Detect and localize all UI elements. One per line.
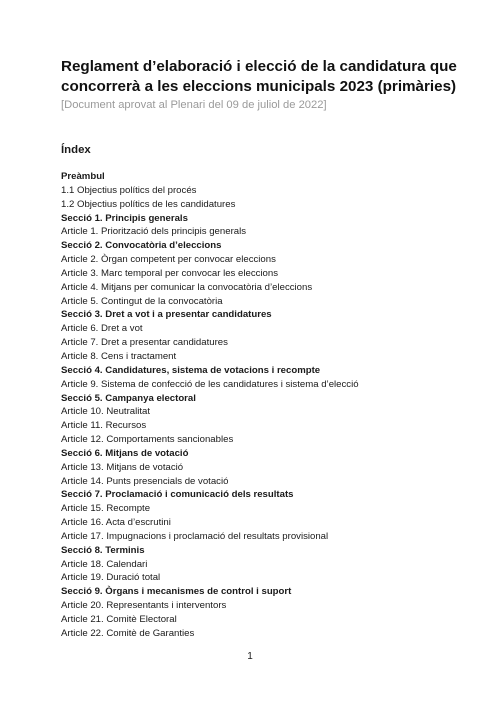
toc-entry: Article 1. Priorització dels principis generals: [61, 226, 247, 238]
document-subtitle: [Document aprovat al Plenari del 09 de juliol de 2022]: [61, 99, 327, 111]
toc-section-heading: Secció 5. Campanya electoral: [61, 392, 196, 404]
toc-entry: Article 17. Impugnacions i proclamació del resultats provisional: [61, 530, 329, 542]
toc-entry: Article 8. Cens i tractament: [61, 350, 177, 362]
toc-entry: Article 3. Marc temporal per convocar les eleccions: [61, 267, 279, 279]
page-number: 1: [247, 651, 253, 662]
document-title: Reglament d’elaboració i elecció de la candidatura que concorrerà a les eleccions municipals 2023 (primàries): [61, 58, 457, 95]
toc-section-heading: Secció 2. Convocatòria d’eleccions: [61, 240, 222, 252]
toc-entry: Article 21. Comitè Electoral: [61, 614, 177, 625]
toc-entry: Article 20. Representants i interventors: [61, 600, 227, 612]
toc-entry: Article 19. Duració total: [61, 572, 161, 584]
index-heading: Índex: [61, 144, 91, 156]
toc-section-heading: Secció 6. Mitjans de votació: [61, 447, 189, 459]
toc-entry: Article 12. Comportaments sancionables: [61, 434, 234, 446]
toc-entry: Article 14. Punts presencials de votació: [61, 475, 229, 487]
toc-entry: Article 22. Comitè de Garanties: [61, 627, 195, 639]
toc-entry: Article 5. Contingut de la convocatòria: [61, 295, 223, 307]
toc-section-heading: Secció 4. Candidatures, sistema de votacions i recompte: [61, 364, 321, 376]
toc-section-heading: Secció 7. Proclamació i comunicació dels resultats: [61, 489, 294, 501]
toc-entry: Article 7. Dret a presentar candidatures: [61, 337, 228, 349]
toc-entry: 1.1 Objectius polítics del procés: [61, 184, 197, 196]
toc-entry: 1.2 Objectius polítics de les candidatures: [61, 198, 236, 210]
toc-entry: Article 2. Òrgan competent per convocar eleccions: [61, 254, 276, 266]
toc-entry: Article 16. Acta d’escrutini: [61, 517, 171, 529]
toc-entry: Article 10. Neutralitat: [61, 406, 151, 418]
toc-section-heading: Secció 3. Dret a vot i a presentar candidatures: [61, 309, 272, 321]
toc-entry: Article 11. Recursos: [61, 420, 147, 432]
toc-section-heading: Secció 1. Principis generals: [61, 212, 188, 224]
toc-section-heading: Secció 9. Òrgans i mecanismes de control i suport: [61, 586, 292, 598]
toc-entry: Article 18. Calendari: [61, 558, 148, 570]
toc-entry: Article 15. Recompte: [61, 503, 151, 515]
table-of-contents: [61, 170, 461, 641]
toc-entry: Article 6. Dret a vot: [61, 323, 143, 335]
toc-section-heading: Preàmbul: [61, 171, 105, 182]
toc-entry: Article 13. Mitjans de votació: [61, 461, 184, 473]
toc-section-heading: Secció 8. Terminis: [61, 544, 145, 556]
toc-entry: Article 9. Sistema de confecció de les candidatures i sistema d’elecció: [61, 378, 359, 390]
toc-entry: Article 4. Mitjans per comunicar la convocatòria d’eleccions: [61, 281, 313, 293]
